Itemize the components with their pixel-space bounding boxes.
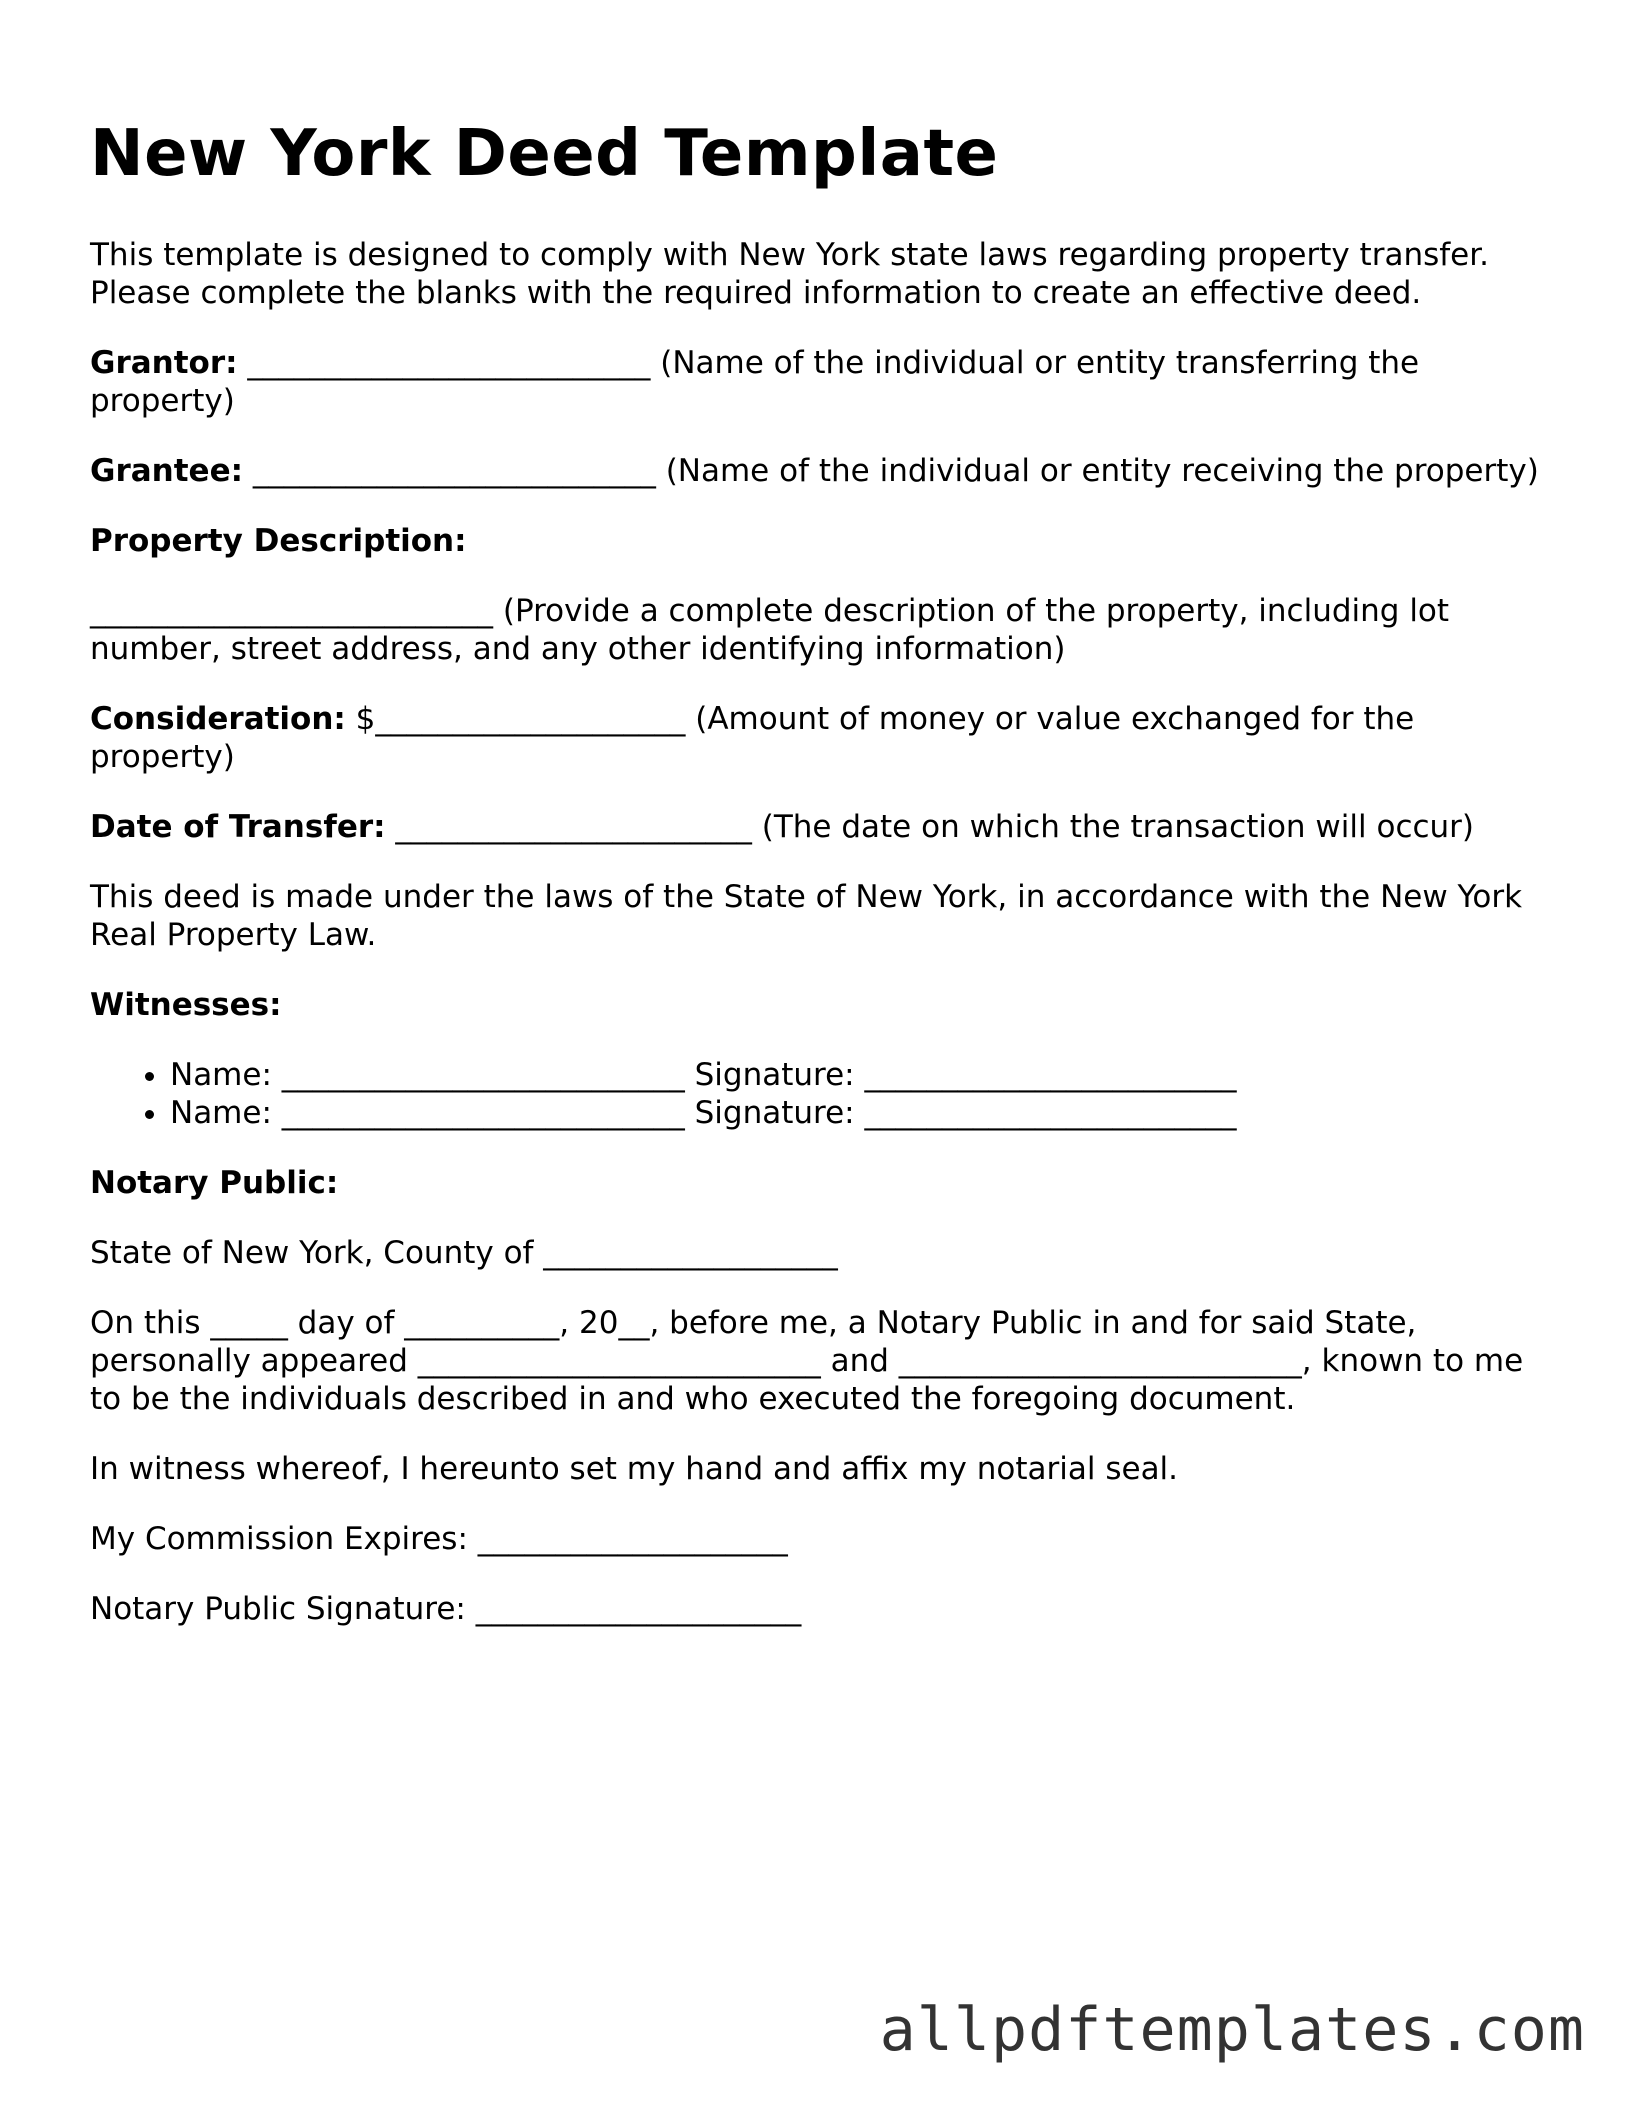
notary-acknowledgment: On this _____ day of __________, 20__, before me, a Notary Public in and for said State, personally appeared __________________________ and __________________________, known to me to be the individuals described in and who executed the foregoing document. xyxy=(90,1305,1524,1417)
grantee-text: __________________________ (Name of the individual or entity receiving the property) xyxy=(243,453,1539,489)
notary-commission: My Commission Expires: ____________________ xyxy=(90,1521,788,1557)
grantor-text: __________________________ (Name of the individual or entity transferring the property) xyxy=(90,345,1420,419)
grantor-field xyxy=(90,344,1560,420)
consideration-label: Consideration: xyxy=(90,701,346,737)
deed-document xyxy=(90,110,1560,1660)
date-of-transfer-text: _______________________ (The date on which the transaction will occur) xyxy=(385,809,1475,845)
page-title: New York Deed Template xyxy=(90,117,999,191)
grantor-label: Grantor: xyxy=(90,345,238,381)
witnesses-label: Witnesses: xyxy=(90,987,282,1023)
law-statement: This deed is made under the laws of the State of New York, in accordance with the New York Real Property Law. xyxy=(90,879,1523,953)
witness-line-2: • Name: __________________________ Signature: ________________________ xyxy=(170,1094,1560,1132)
date-of-transfer-field xyxy=(90,808,1560,846)
notary-public-label: Notary Public: xyxy=(90,1165,339,1201)
grantee-field xyxy=(90,452,1560,490)
site-watermark: allpdftemplates.com xyxy=(879,1995,1585,2065)
consideration-text: $____________________ (Amount of money or value exchanged for the property) xyxy=(90,701,1415,775)
consideration-field xyxy=(90,700,1560,776)
property-description-label: Property Description: xyxy=(90,523,467,559)
intro-paragraph: This template is designed to comply with New York state laws regarding property transfer. Please complete the blanks with the required information to create an effective deed. xyxy=(90,237,1489,311)
notary-county: State of New York, County of ___________________ xyxy=(90,1235,838,1271)
date-of-transfer-label: Date of Transfer: xyxy=(90,809,386,845)
notary-witness-whereof: In witness whereof, I hereunto set my hand and affix my notarial seal. xyxy=(90,1451,1179,1487)
witness-line-1: • Name: __________________________ Signature: ________________________ xyxy=(170,1056,1560,1094)
grantee-label: Grantee: xyxy=(90,453,243,489)
notary-signature: Notary Public Signature: _____________________ xyxy=(90,1591,802,1627)
witnesses-list xyxy=(90,1056,1560,1132)
property-description-text: __________________________ (Provide a complete description of the property, including lot number, street address, and any other identifying information) xyxy=(90,593,1450,667)
